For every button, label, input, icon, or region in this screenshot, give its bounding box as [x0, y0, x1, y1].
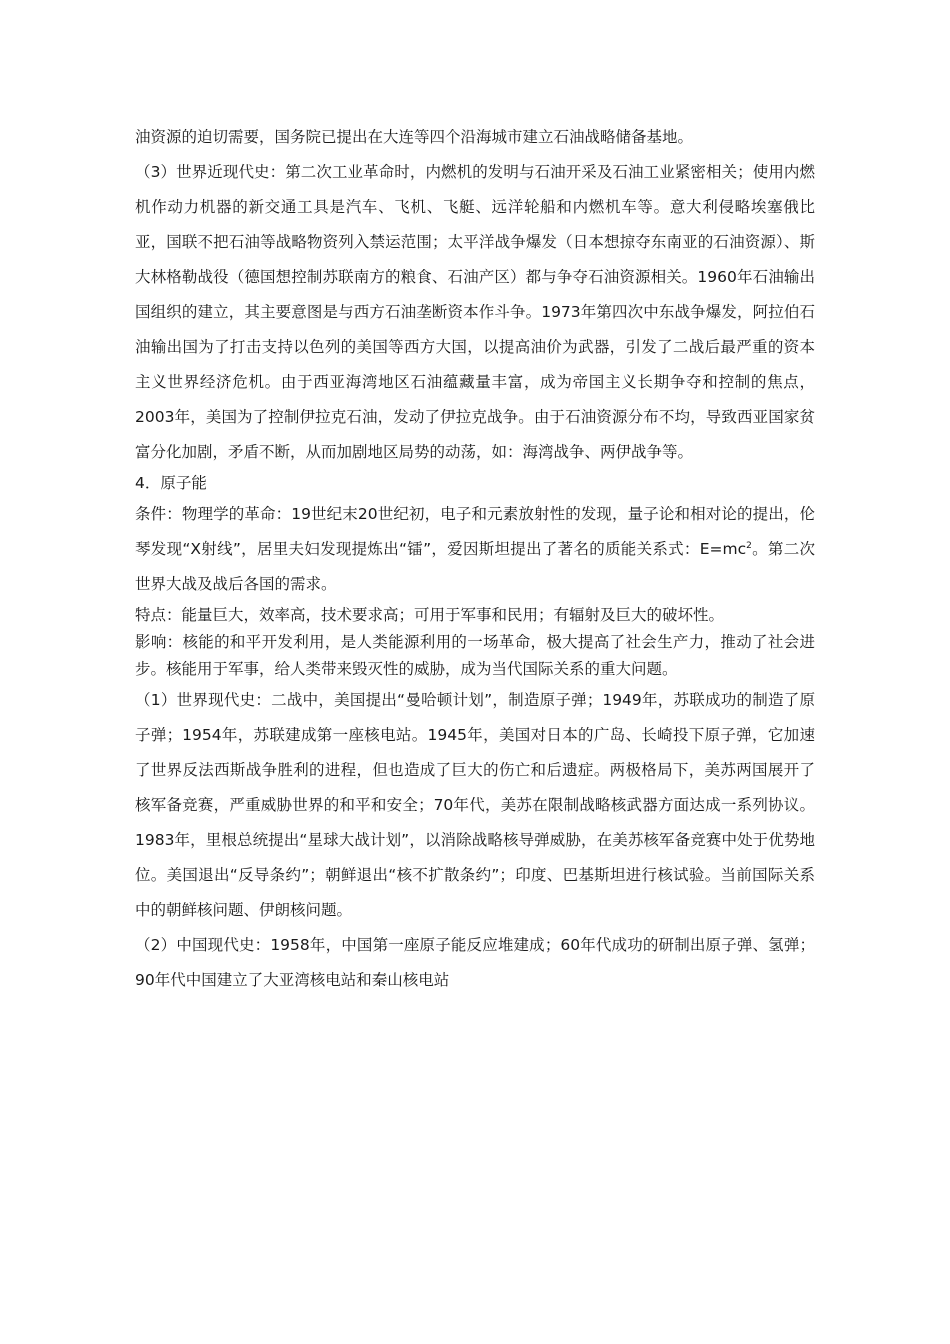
paragraph-features: 特点：能量巨大，效率高，技术要求高；可用于军事和民用；有辐射及巨大的破坏性。 — [135, 606, 725, 624]
document-page — [135, 120, 815, 998]
paragraph-oil-reserve: 油资源的迫切需要，国务院已提出在大连等四个沿海城市建立石油战略储备基地。 — [135, 128, 694, 146]
paragraph-nuclear-world-history: （1）世界现代史：二战中，美国提出“曼哈顿计划”，制造原子弹；1949年，苏联成功的制造了原子弹；1954年，苏联建成第一座核电站。1945年，美国对日本的广岛、长崎投下原子弹，它加速了世界反法西斯战争胜利的进程，但也造成了巨大的伤亡和后遗症。两极格局下，美苏两国展开了核军备竞赛，严重威胁世界的和平和安全；70年代，美苏在限制战略核武器方面达成一系列协议。1983年，里根总统提出“星球大战计划”，以消除战略核导弹威胁，在美苏核军备竞赛中处于优势地位。美国退出“反导条约”；朝鲜退出“核不扩散条约”；印度、巴基斯坦进行核试验。当前国际关系中的朝鲜核问题、伊朗核问题。 — [135, 691, 815, 919]
formula-superscript: 2 — [746, 540, 752, 551]
paragraph-oil-world-history: （3）世界近现代史：第二次工业革命时，内燃机的发明与石油开采及石油工业紧密相关；使用内燃机作动力机器的新交通工具是汽车、飞机、飞艇、远洋轮船和内燃机车等。意大利侵略埃塞俄比亚，国联不把石油等战略物资列入禁运范围；太平洋战争爆发（日本想掠夺东南亚的石油资源）、斯大林格勒战役（德国想控制苏联南方的粮食、石油产区）都与争夺石油资源相关。1960年石油输出国组织的建立，其主要意图是与西方石油垄断资本作斗争。1973年第四次中东战争爆发，阿拉伯石油输出国为了打击支持以色列的美国等西方大国，以提高油价为武器，引发了二战后最严重的资本主义世界经济危机。由于西亚海湾地区石油蕴藏量丰富，成为帝国主义长期争夺和控制的焦点，2003年，美国为了控制伊拉克石油，发动了伊拉克战争。由于石油资源分布不均，导致西亚国家贫富分化加剧，矛盾不断，从而加剧地区局势的动荡，如：海湾战争、两伊战争等。 — [135, 163, 815, 461]
paragraph-nuclear-china-history: （2）中国现代史：1958年，中国第一座原子能反应堆建成；60年代成功的研制出原子弹、氢弹；90年代中国建立了大亚湾核电站和秦山核电站 — [135, 936, 815, 989]
section-heading-atomic-energy: 4．原子能 — [135, 474, 207, 492]
conditions-tail: 。第二次世界大战及战后各国的需求。 — [135, 540, 815, 593]
conditions-text: 条件：物理学的革命：19世纪末20世纪初，电子和元素放射性的发现，量子论和相对论的提出，伦琴发现“X射线”，居里夫妇发现提炼出“镭”，爱因斯坦提出了著名的质能关系式：E=mc — [135, 505, 815, 558]
paragraph-impact: 影响：核能的和平开发利用，是人类能源利用的一场革命，极大提高了社会生产力，推动了社会进步。核能用于军事，给人类带来毁灭性的威胁，成为当代国际关系的重大问题。 — [135, 633, 815, 678]
paragraph-conditions — [135, 497, 815, 602]
